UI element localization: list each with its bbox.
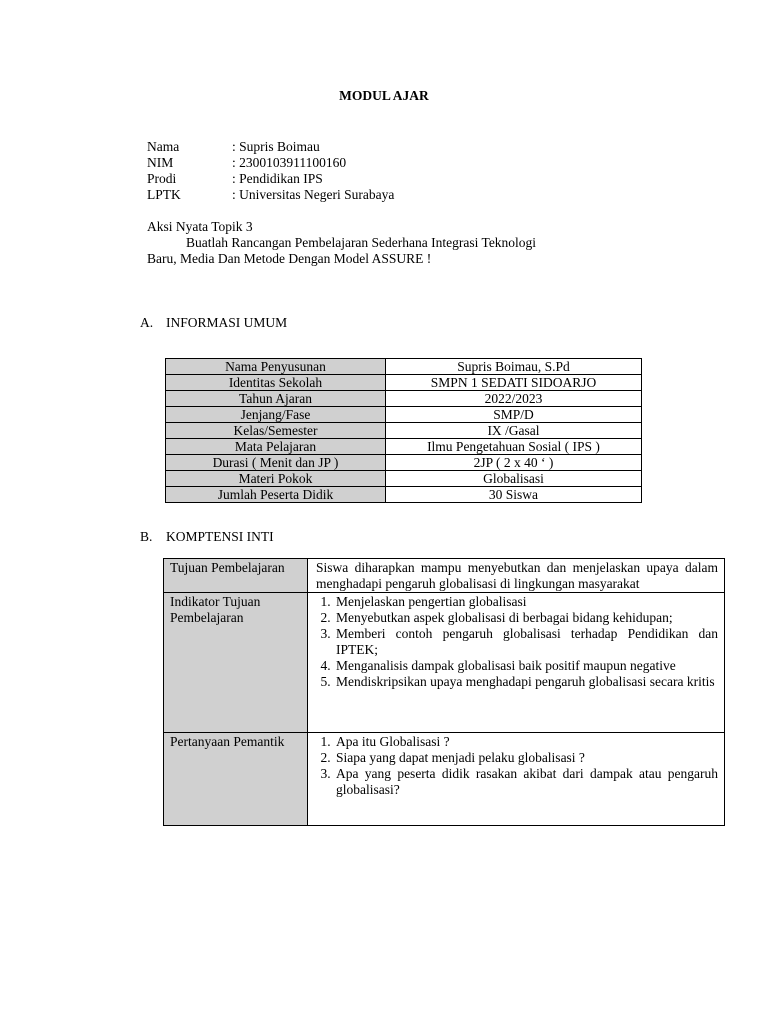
table-row (166, 487, 642, 503)
page-title: MODUL AJAR (339, 88, 429, 103)
identity-key: NIM (147, 155, 174, 170)
table-value-cell: SMP/D (386, 407, 642, 423)
kompetensi-inti-table (163, 558, 725, 826)
table-row (166, 391, 642, 407)
aksi-instruction-line-1: Buatlah Rancangan Pembelajaran Sederhana Integrasi Teknologi (186, 235, 537, 250)
table-key-cell: Jenjang/Fase (166, 407, 386, 423)
table-value-cell: SMPN 1 SEDATI SIDOARJO (386, 375, 642, 391)
list-item: 2. Menyebutkan aspek globalisasi di berbagai bidang kehidupan; (334, 610, 718, 626)
aksi-instruction-line-2: Baru, Media Dan Metode Dengan Model ASSURE ! (147, 251, 432, 266)
table-row-indikator (164, 593, 725, 733)
table-key-cell: Materi Pokok (166, 471, 386, 487)
table-value-cell: Globalisasi (386, 471, 642, 487)
table-value-cell: 2022/2023 (386, 391, 642, 407)
identity-key: LPTK (147, 187, 181, 202)
table-key-cell: Jumlah Peserta Didik (166, 487, 386, 503)
indikator-list (316, 594, 718, 690)
table-row (166, 439, 642, 455)
table-row (166, 455, 642, 471)
identity-row-prodi (147, 171, 394, 187)
table-row-tujuan (164, 559, 725, 593)
table-row (166, 423, 642, 439)
identity-value: : 2300103911100160 (232, 155, 347, 170)
table-value-cell: 30 Siswa (386, 487, 642, 503)
table-key-cell: Nama Penyusunan (166, 359, 386, 375)
table-key-cell: Durasi ( Menit dan JP ) (166, 455, 386, 471)
list-item: 3. Memberi contoh pengaruh globalisasi terhadap Pendidikan dan IPTEK; (334, 626, 718, 658)
section-title: KOMPTENSI INTI (166, 529, 274, 544)
section-letter: A. (140, 315, 154, 330)
pemantik-label: Pertanyaan Pemantik (164, 733, 308, 826)
section-title: INFORMASI UMUM (166, 315, 288, 330)
table-value-cell: 2JP ( 2 x 40 ‘ ) (386, 455, 642, 471)
table-row (166, 471, 642, 487)
identity-value: : Universitas Negeri Surabaya (232, 187, 395, 202)
identity-value: : Supris Boimau (232, 139, 320, 154)
table-value-cell: IX /Gasal (386, 423, 642, 439)
tujuan-label: Tujuan Pembelajaran (164, 559, 308, 593)
list-item: 4. Menganalisis dampak globalisasi baik positif maupun negative (334, 658, 718, 674)
table-key-cell: Kelas/Semester (166, 423, 386, 439)
indikator-value (308, 593, 725, 733)
table-row-pemantik (164, 733, 725, 826)
list-item: 1. Menjelaskan pengertian globalisasi (334, 594, 718, 610)
table-value-cell: Ilmu Pengetahuan Sosial ( IPS ) (386, 439, 642, 455)
identity-row-nim (147, 155, 394, 171)
table-row (166, 359, 642, 375)
aksi-nyata-block (147, 219, 567, 267)
indikator-label: Indikator Tujuan Pembelajaran (164, 593, 308, 733)
list-item: 3. Apa yang peserta didik rasakan akibat dari dampak atau pengaruh globalisasi? (334, 766, 718, 798)
identity-row-lptk (147, 187, 394, 203)
informasi-umum-table (165, 358, 642, 503)
section-a-heading (140, 315, 287, 331)
identity-key: Nama (147, 139, 180, 154)
identity-row-nama (147, 139, 394, 155)
list-item: 1. Apa itu Globalisasi ? (334, 734, 718, 750)
table-value-cell: Supris Boimau, S.Pd (386, 359, 642, 375)
list-item: 5. Mendiskripsikan upaya menghadapi pengaruh globalisasi secara kritis (334, 674, 718, 690)
section-b-heading (140, 529, 274, 545)
table-key-cell: Tahun Ajaran (166, 391, 386, 407)
identity-block (147, 139, 394, 203)
pemantik-value (308, 733, 725, 826)
identity-key: Prodi (147, 171, 177, 186)
table-row (166, 375, 642, 391)
table-key-cell: Mata Pelajaran (166, 439, 386, 455)
table-key-cell: Identitas Sekolah (166, 375, 386, 391)
aksi-heading: Aksi Nyata Topik 3 (147, 219, 253, 234)
pemantik-list (316, 734, 718, 798)
section-letter: B. (140, 529, 153, 544)
table-row (166, 407, 642, 423)
tujuan-value: Siswa diharapkan mampu menyebutkan dan menjelaskan upaya dalam menghadapi pengaruh globalisasi di lingkungan masyarakat (308, 559, 725, 593)
identity-value: : Pendidikan IPS (232, 171, 323, 186)
list-item: 2. Siapa yang dapat menjadi pelaku globalisasi ? (334, 750, 718, 766)
